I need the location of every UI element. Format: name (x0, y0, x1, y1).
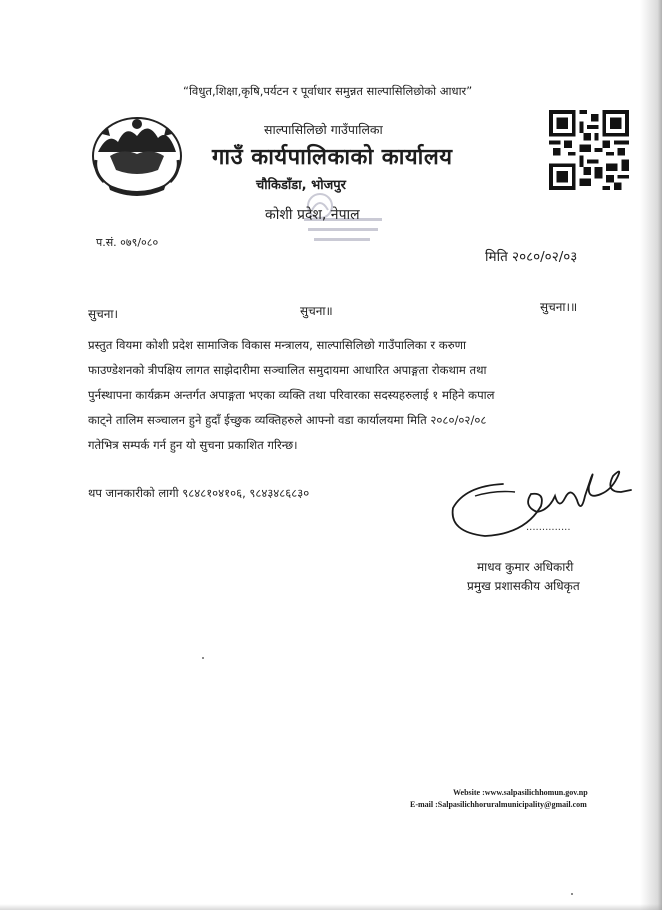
footer-website: Website :www.salpasilichhomun.gov.np (453, 788, 588, 797)
municipality-name: साल्पासिलिछो गाउँपालिका (264, 122, 383, 137)
body-line: फाउण्डेशनको त्रीपक्षिय लागत साझेदारीमा सञ्चालित समुदायमा आधारित अपाङ्गता रोकथाम तथा (88, 363, 487, 377)
notice-label-1: सुचना। (88, 307, 119, 321)
signatory-title: प्रमुख प्रशासकीय अधिकृत (467, 579, 580, 593)
body-line: प्रस्तुत वियमा कोशी प्रदेश सामाजिक विकास मन्त्रालय, साल्पासिलिछो गाउँपालिका र करुणा (88, 338, 467, 352)
office-title: गाउँ कार्यपालिकाको कार्यालय (212, 145, 453, 170)
contact-numbers: थप जानकारीको लागी ९८४८१०४१०६, ९८४३४८६८३० (88, 486, 310, 500)
nepal-emblem-icon (88, 112, 186, 198)
reference-number: प.सं. ०७९/०८० (96, 236, 159, 249)
office-address: चौकिडाँडा, भोजपुर (256, 178, 346, 193)
office-province: कोशी प्रदेश, नेपाल (265, 207, 360, 223)
office-seal-stamp (270, 188, 390, 268)
signatory-name: माधव कुमार अधिकारी (477, 560, 574, 574)
scan-edge-shadow (640, 0, 662, 910)
notice-label-3: सुचना।॥ (540, 300, 578, 314)
scan-speck (202, 657, 204, 659)
notice-body (88, 333, 610, 458)
body-line: काट्ने तालिम सञ्चालन हुने हुदाँ ईच्छुक व्यक्तिहरुले आफ्नो वडा कार्यालयमा मिति २०८०/०२/०८ (88, 413, 487, 427)
scan-speck (571, 893, 573, 895)
scan-bottom-edge (0, 904, 662, 910)
signature-dots: .............. (526, 522, 571, 533)
body-line: गतेभित्र सम्पर्क गर्न हुन यो सुचना प्रकाशित गरिन्छ। (88, 438, 298, 452)
notice-label-2: सुचना॥ (300, 304, 333, 318)
issue-date: मिति २०८०/०२/०३ (485, 249, 578, 265)
qr-code-icon (549, 110, 629, 190)
footer-email: E-mail :Salpasilichhoruralmunicipality@gmail.com (410, 800, 587, 809)
motto: “विधुत,शिक्षा,कृषि,पर्यटन र पूर्वाधार समुन्नत साल्पासिलिछोको आधार” (183, 84, 473, 98)
body-line: पुर्नस्थापना कार्यक्रम अन्तर्गत अपाङ्गता भएका व्यक्ति तथा परिवारका सदस्यहरुलाई १ महिने कपाल (88, 388, 495, 402)
